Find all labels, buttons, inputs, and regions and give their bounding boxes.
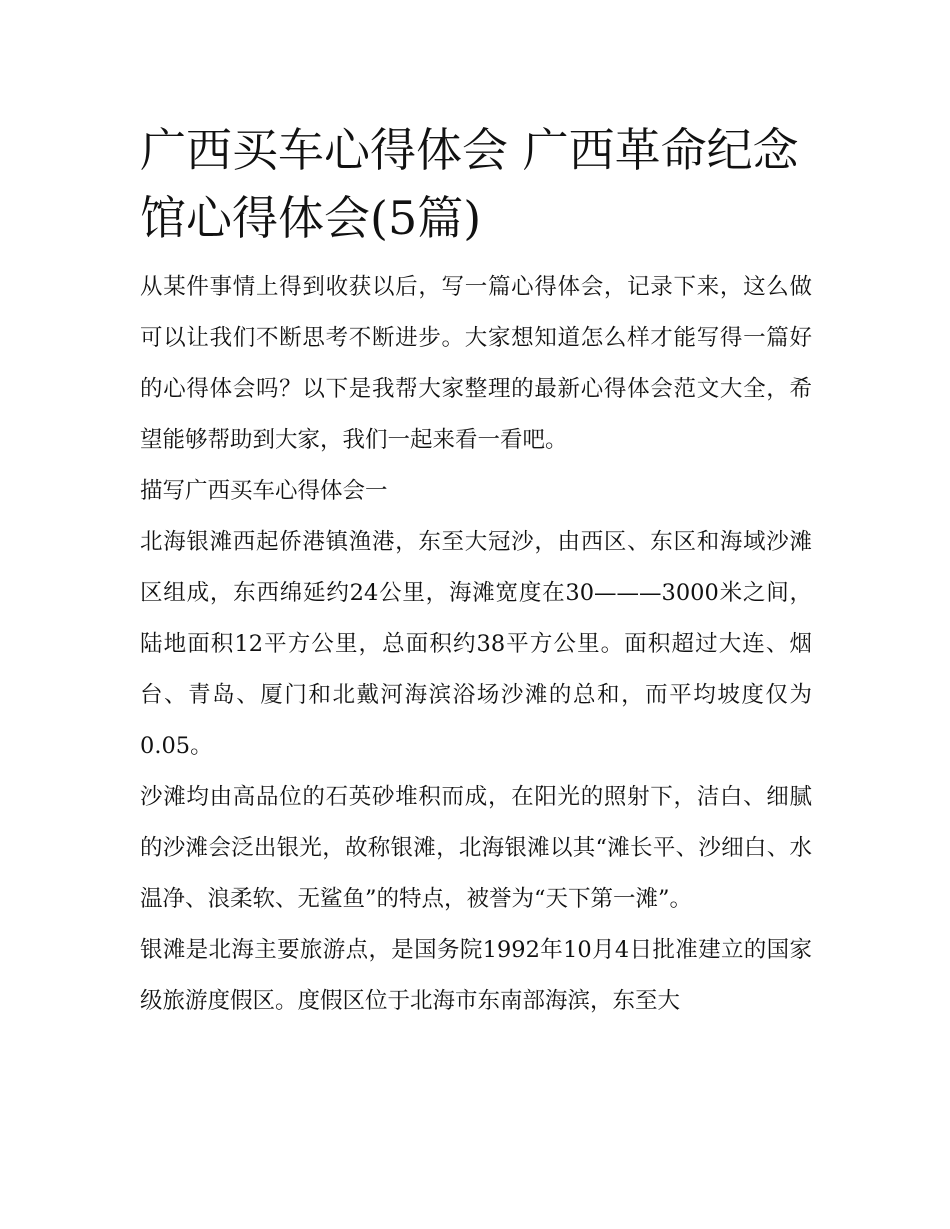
intro-paragraph: 从某件事情上得到收获以后，写一篇心得体会，记录下来，这么做可以让我们不断思考不断进步。大家想知道怎么样才能写得一篇好的心得体会吗？以下是我帮大家整理的最新心得体会范文大全，希望能够帮助到大家，我们一起来看一看吧。 [140,274,812,453]
body-paragraph: 北海银滩西起侨港镇渔港，东至大冠沙，由西区、东区和海域沙滩区组成，东西绵延约24公里，海滩宽度在30———3000米之间，陆地面积12平方公里，总面积约38平方公里。面积超过大连、烟台、青岛、厦门和北戴河海滨浴场沙滩的总和，而平均坡度仅为0.05。 [140,529,812,759]
document-body [140,262,812,1027]
body-paragraph: 银滩是北海主要旅游点，是国务院1992年10月4日批准建立的国家级旅游度假区。度假区位于北海市东南部海滨，东至大 [140,937,812,1014]
section-heading: 描写广西买车心得体会一 [140,478,388,504]
document-content [140,116,812,1027]
body-paragraph: 沙滩均由高品位的石英砂堆积而成，在阳光的照射下，洁白、细腻的沙滩会泛出银光，故称银滩，北海银滩以其“滩长平、沙细白、水温净、浪柔软、无鲨鱼”的特点，被誉为“天下第一滩”。 [140,784,812,912]
document-title: 广西买车心得体会 广西革命纪念馆心得体会(5篇) [140,123,799,245]
